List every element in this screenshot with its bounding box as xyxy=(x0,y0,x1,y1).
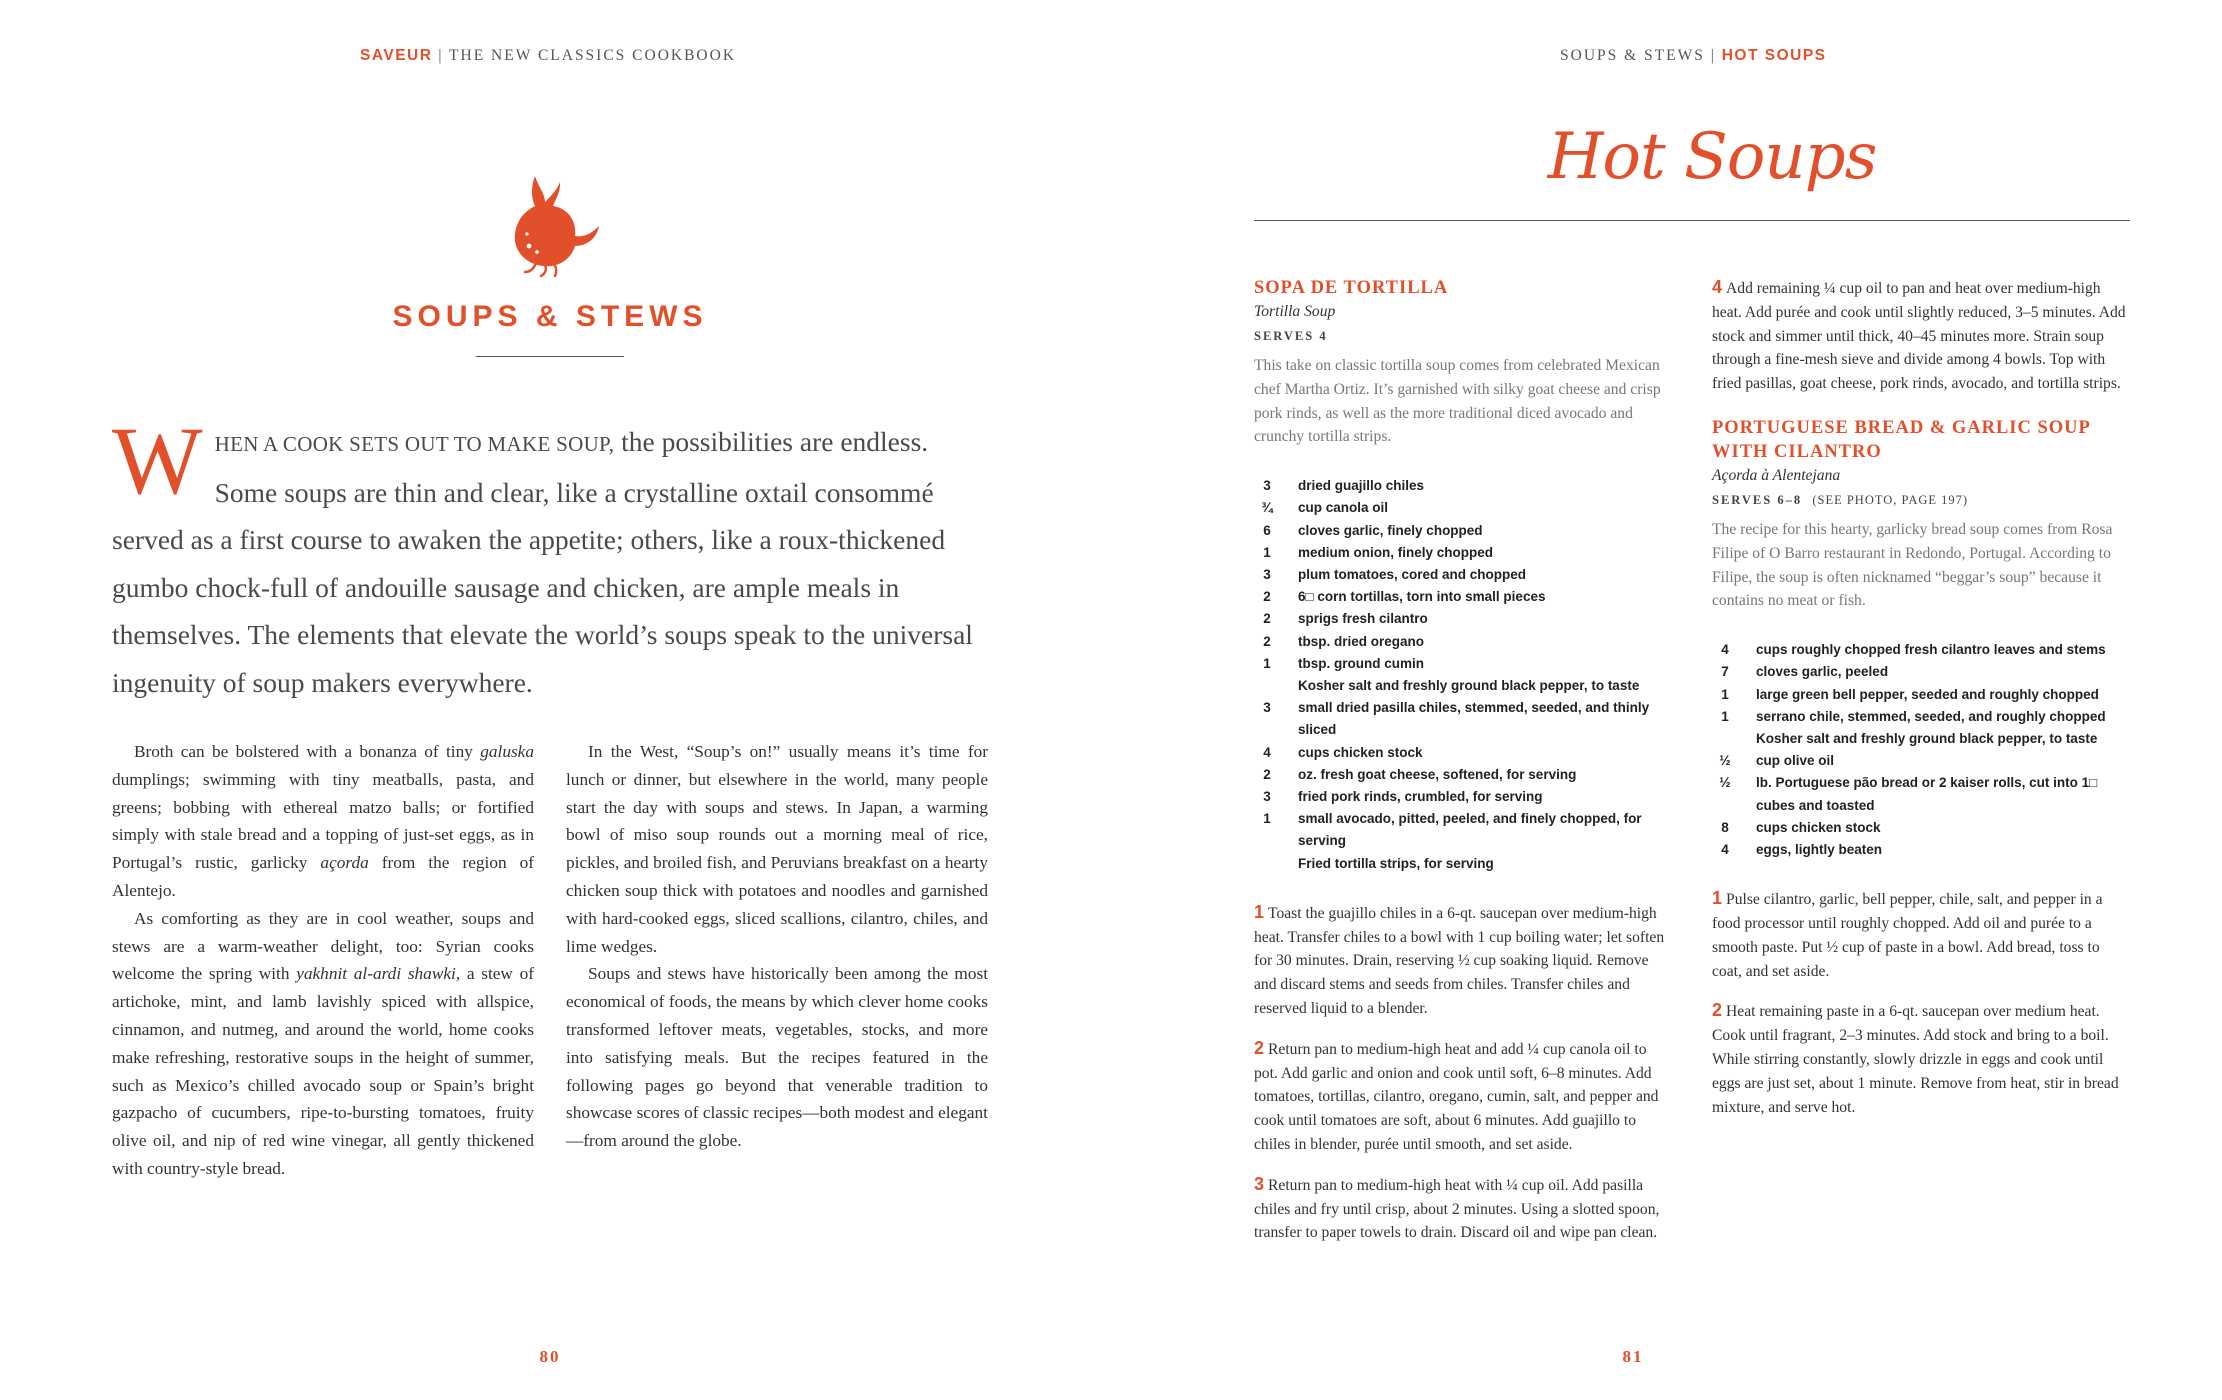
step-text: Return pan to medium-high heat and add ¼ cup canola oil to pot. Add garlic and onion and cook until soft, 6–8 minutes. Add tomatoes, tortillas, cilantro, oregano, cumin, salt, and pepper and cook until tomatoes are soft, about 6 minutes. Add guajillo to chiles in blender, purée until smooth, and set aside. xyxy=(1254,1040,1659,1154)
ingredient-text: Kosher salt and freshly ground black pepper, to taste xyxy=(1756,730,2098,746)
step-text: Add remaining ¼ cup oil to pan and heat over medium-high heat. Add purée and cook until slightly reduced, 3–5 minutes. Add stock and simmer until thick, 40–45 minutes more. Strain soup through a fine-mesh sieve and divide among 4 bowls. Top with fried pasillas, goat cheese, pork rinds, avocado, and tortilla strips. xyxy=(1712,280,2126,393)
ingredient-quantity: 1 xyxy=(1263,655,1271,671)
ingredient-text: Fried tortilla strips, for serving xyxy=(1298,855,1494,871)
ingredient-quantity: 2 xyxy=(1263,633,1271,649)
method-step xyxy=(1712,276,2128,396)
ingredient-item xyxy=(1254,608,1684,630)
chapter-title: SOUPS & STEWS xyxy=(392,300,708,333)
body-paragraph: Soups and stews have historically been among the most economical of foods, the means by which clever home cooks transformed leftover meats, vegetables, stocks, and more into satisfying meals. But the recipes featured in the following pages go beyond that venerable tradition to showcase scores of classic recipes—both modest and elegant—from around the globe. xyxy=(566,964,988,1151)
ingredient-item xyxy=(1254,497,1684,519)
ingredient-quantity xyxy=(1254,675,1280,697)
body-paragraph: As comforting as they are in cool weather, soups and stews are a warm-weather delight, too: Syrian cooks welcome the spring with yakhnit al-ardi shawki, a stew of artichoke, mint, and lamb lavishly spiced with allspice, cinnamon, and nutmeg, and around the world, home cooks make refreshing, restorative soups in the height of summer, such as Mexico’s chilled avocado soup or Spain’s bright gazpacho of cucumbers, ripe-to-bursting tomatoes, fruity olive oil, and nip of red wine vinegar, all gently thickened with country-style bread. xyxy=(112,908,534,1178)
ingredient-item xyxy=(1712,639,2112,661)
ingredient-quantity: 7 xyxy=(1721,664,1729,680)
ingredient-quantity xyxy=(1254,853,1280,875)
ingredient-item xyxy=(1254,586,1684,608)
ingredient-quantity: 1 xyxy=(1721,708,1729,724)
ingredient-quantity: 3 xyxy=(1263,567,1271,582)
recipe-headnote: The recipe for this hearty, garlicky bread soup comes from Rosa Filipe of O Barro restaurant in Redondo, Portugal. According to Filipe, the soup is often nicknamed “beggar’s soup” because it contains no meat or fish. xyxy=(1712,520,2113,610)
ingredient-quantity: 2 xyxy=(1263,589,1271,605)
recipe-column-2 xyxy=(1712,276,2142,1119)
ingredient-list xyxy=(1254,475,1684,875)
ingredient-item xyxy=(1712,706,2112,728)
section-name: SOUPS & STEWS xyxy=(1560,47,1705,64)
ingredient-text: cups roughly chopped fresh cilantro leaves and stems xyxy=(1756,642,2106,658)
ingredient-item xyxy=(1712,684,2112,706)
step-number: 3 xyxy=(1254,1173,1265,1194)
ingredient-item xyxy=(1712,750,2112,772)
ingredient-quantity: 3 xyxy=(1263,789,1271,805)
ingredient-text: cups chicken stock xyxy=(1756,819,1881,835)
ingredient-item xyxy=(1254,764,1684,786)
ingredient-item xyxy=(1254,808,1684,852)
ingredient-text: Kosher salt and freshly ground black pepper, to taste xyxy=(1298,678,1640,694)
ingredient-text: cups chicken stock xyxy=(1298,744,1423,760)
ingredient-text: small dried pasilla chiles, stemmed, seeded, and thinly sliced xyxy=(1298,700,1650,738)
onion-garlic-icon xyxy=(505,168,615,278)
ingredient-text: tbsp. ground cumin xyxy=(1298,655,1424,671)
ingredient-text: large green bell pepper, seeded and roughly chopped xyxy=(1756,686,2099,702)
ingredient-text: small avocado, pitted, peeled, and finely chopped, for serving xyxy=(1298,811,1642,849)
ingredient-quantity: 8 xyxy=(1721,819,1729,835)
intro-text: the possibilities are endless. Some soups are thin and clear, like a crystalline oxtail consommé served as a first course to awaken the appetite; others, like a roux-thickened gumbo chock-full of andouille sausage and chicken, are ample meals in themselves. The elements that elevate the world’s soups speak to the universal ingenuity of soup makers everywhere. xyxy=(112,426,973,698)
running-head-right xyxy=(1560,47,1827,65)
recipe-servings: SERVES 6–8 (SEE PHOTO, PAGE 197) xyxy=(1712,492,1969,507)
chapter-intro xyxy=(112,407,988,706)
ingredient-quantity: 4 xyxy=(1263,744,1271,760)
recipe-servings: SERVES 4 xyxy=(1254,329,1328,343)
ingredient-text: oz. fresh goat cheese, softened, for serving xyxy=(1298,766,1577,782)
running-head-separator: | xyxy=(1710,47,1716,64)
ingredient-item xyxy=(1254,697,1684,741)
recipe-title: PORTUGUESE BREAD & GARLIC SOUP WITH CILANTRO xyxy=(1712,417,2090,462)
method-step xyxy=(1254,1173,1670,1245)
right-page xyxy=(1111,0,2222,1400)
recipe-column-1 xyxy=(1254,276,1684,1245)
subsection-name: HOT SOUPS xyxy=(1721,47,1827,64)
method-step xyxy=(1712,999,2128,1119)
ingredient-text: fried pork rinds, crumbled, for serving xyxy=(1298,789,1543,805)
body-paragraph: Broth can be bolstered with a bonanza of tiny galuska dumplings; swimming with tiny meatballs, pasta, and greens; bobbing with ethereal matzo balls; or fortified simply with stale bread and a topping of just-set eggs, as in Portugal’s rustic, garlicky açorda from the region of Alentejo. xyxy=(112,742,534,900)
ingredient-text: cup olive oil xyxy=(1756,753,1835,769)
ingredient-item xyxy=(1254,786,1684,808)
section-title: Hot Soups xyxy=(1547,120,1877,194)
book-title: THE NEW CLASSICS COOKBOOK xyxy=(449,47,737,64)
ingredient-quantity: 3 xyxy=(1263,478,1271,494)
ingredient-item xyxy=(1254,853,1684,875)
ingredient-quantity: 4 xyxy=(1721,642,1729,658)
ingredient-quantity xyxy=(1712,728,1738,750)
body-column-1 xyxy=(112,738,534,1183)
page-number: 80 xyxy=(539,1347,561,1366)
ingredient-quantity: 6 xyxy=(1263,522,1271,538)
ingredient-text: eggs, lightly beaten xyxy=(1756,842,1883,857)
ingredient-item xyxy=(1712,728,2112,750)
ingredient-text: 6□ corn tortillas, torn into small pieces xyxy=(1298,589,1546,605)
recipe-subtitle: Tortilla Soup xyxy=(1254,303,1336,320)
ingredient-quantity: 1 xyxy=(1721,686,1729,702)
ingredient-item xyxy=(1712,839,2112,861)
chapter-title-rule xyxy=(476,356,624,357)
ingredient-item xyxy=(1712,817,2112,839)
running-head-left xyxy=(360,47,736,65)
photo-reference: (SEE PHOTO, PAGE 197) xyxy=(1812,492,1969,507)
section-title-rule xyxy=(1254,220,2130,221)
ingredient-text: cloves garlic, finely chopped xyxy=(1298,522,1483,538)
ingredient-quantity: ½ xyxy=(1719,775,1731,791)
body-paragraph: In the West, “Soup’s on!” usually means it’s time for lunch or dinner, but elsewhere in the world, many people start the day with soups and stews. In Japan, a warming bowl of miso soup rounds out a morning meal of rice, pickles, and broiled fish, and Peruvians breakfast on a hearty chicken soup thick with potatoes and noodles and garnished with hard-cooked eggs, sliced scallions, cilantro, chiles, and lime wedges. xyxy=(566,742,988,956)
ingredient-text: serrano chile, stemmed, seeded, and roughly chopped xyxy=(1756,708,2106,724)
brand-name: SAVEUR xyxy=(360,47,433,64)
method-steps xyxy=(1254,901,1670,1245)
ingredient-text: plum tomatoes, cored and chopped xyxy=(1298,567,1527,582)
method-steps-continued xyxy=(1712,276,2128,396)
ingredient-item xyxy=(1254,520,1684,542)
method-steps xyxy=(1712,887,2128,1119)
ingredient-item xyxy=(1712,661,2112,683)
recipe-headnote: This take on classic tortilla soup comes from celebrated Mexican chef Martha Ortiz. It’s garnished with silky goat cheese and crisp pork rinds, as well as the more traditional diced avocado and crunchy tortilla strips. xyxy=(1254,357,1661,446)
ingredient-text: medium onion, finely chopped xyxy=(1298,544,1494,560)
ingredient-text: lb. Portuguese pão bread or 2 kaiser rolls, cut into 1□ cubes and toasted xyxy=(1756,775,2098,813)
ingredient-quantity: ½ xyxy=(1719,753,1731,769)
ingredient-quantity: 2 xyxy=(1263,766,1271,782)
recipe-subtitle: Açorda à Alentejana xyxy=(1712,466,1841,484)
ingredient-item xyxy=(1254,542,1684,564)
ingredient-item xyxy=(1254,653,1684,675)
step-text: Heat remaining paste in a 6-qt. saucepan over medium heat. Cook until fragrant, 2–3 minutes. Add stock and bring to a boil. While stirring constantly, slowly drizzle in eggs and cook until eggs are just set, about 1 minute. Remove from heat, stir in bread mixture, and serve hot. xyxy=(1712,1003,2119,1116)
body-column-2 xyxy=(566,738,988,1155)
ingredient-text: cloves garlic, peeled xyxy=(1756,664,1889,680)
ingredient-item xyxy=(1254,742,1684,764)
ingredient-quantity: 4 xyxy=(1721,842,1729,857)
step-number: 2 xyxy=(1712,1000,1723,1021)
step-number: 2 xyxy=(1254,1037,1265,1058)
page-number: 81 xyxy=(1622,1347,1644,1366)
step-number: 1 xyxy=(1254,901,1265,922)
ingredient-quantity: 1 xyxy=(1263,811,1271,827)
ingredient-text: cup canola oil xyxy=(1298,500,1389,516)
ingredient-text: sprigs fresh cilantro xyxy=(1298,611,1428,627)
running-head-separator: | xyxy=(438,47,444,64)
recipe-title: SOPA DE TORTILLA xyxy=(1254,278,1449,298)
ingredient-quantity: 3 xyxy=(1263,700,1271,716)
ingredient-quantity: 2 xyxy=(1263,611,1271,627)
ingredient-list xyxy=(1712,639,2112,861)
drop-cap: W xyxy=(112,407,203,514)
ingredient-quantity: ¾ xyxy=(1261,500,1273,516)
step-text: Pulse cilantro, garlic, bell pepper, chile, salt, and pepper in a food processor until roughly chopped. Add oil and purée to a smooth paste. Put ½ cup of paste in a bowl. Add bread, toss to coat, and set aside. xyxy=(1712,891,2103,980)
method-step xyxy=(1254,1037,1670,1157)
step-number: 1 xyxy=(1712,888,1723,909)
ingredient-text: tbsp. dried oregano xyxy=(1298,633,1425,649)
method-step xyxy=(1254,901,1670,1021)
ingredient-item xyxy=(1254,564,1684,586)
ingredient-text: dried guajillo chiles xyxy=(1298,478,1425,494)
ingredient-item xyxy=(1712,772,2112,816)
intro-small-caps: HEN A COOK SETS OUT TO MAKE SOUP, xyxy=(214,432,615,456)
ingredient-item xyxy=(1254,631,1684,653)
step-text: Return pan to medium-high heat with ¼ cup oil. Add pasilla chiles and fry until crisp, about 2 minutes. Using a slotted spoon, transfer to paper towels to drain. Discard oil and wipe pan clean. xyxy=(1254,1176,1660,1242)
step-number: 4 xyxy=(1712,277,1723,297)
ingredient-quantity: 1 xyxy=(1263,544,1271,560)
step-text: Toast the guajillo chiles in a 6-qt. saucepan over medium-high heat. Transfer chiles to a bowl with 1 cup boiling water; let soften for 30 minutes. Drain, reserving ½ cup soaking liquid. Remove and discard stems and seeds from chiles. Transfer chiles and reserved liquid to a blender. xyxy=(1254,904,1665,1018)
method-step xyxy=(1712,887,2128,983)
ingredient-item xyxy=(1254,675,1684,697)
ingredient-item xyxy=(1254,475,1684,497)
